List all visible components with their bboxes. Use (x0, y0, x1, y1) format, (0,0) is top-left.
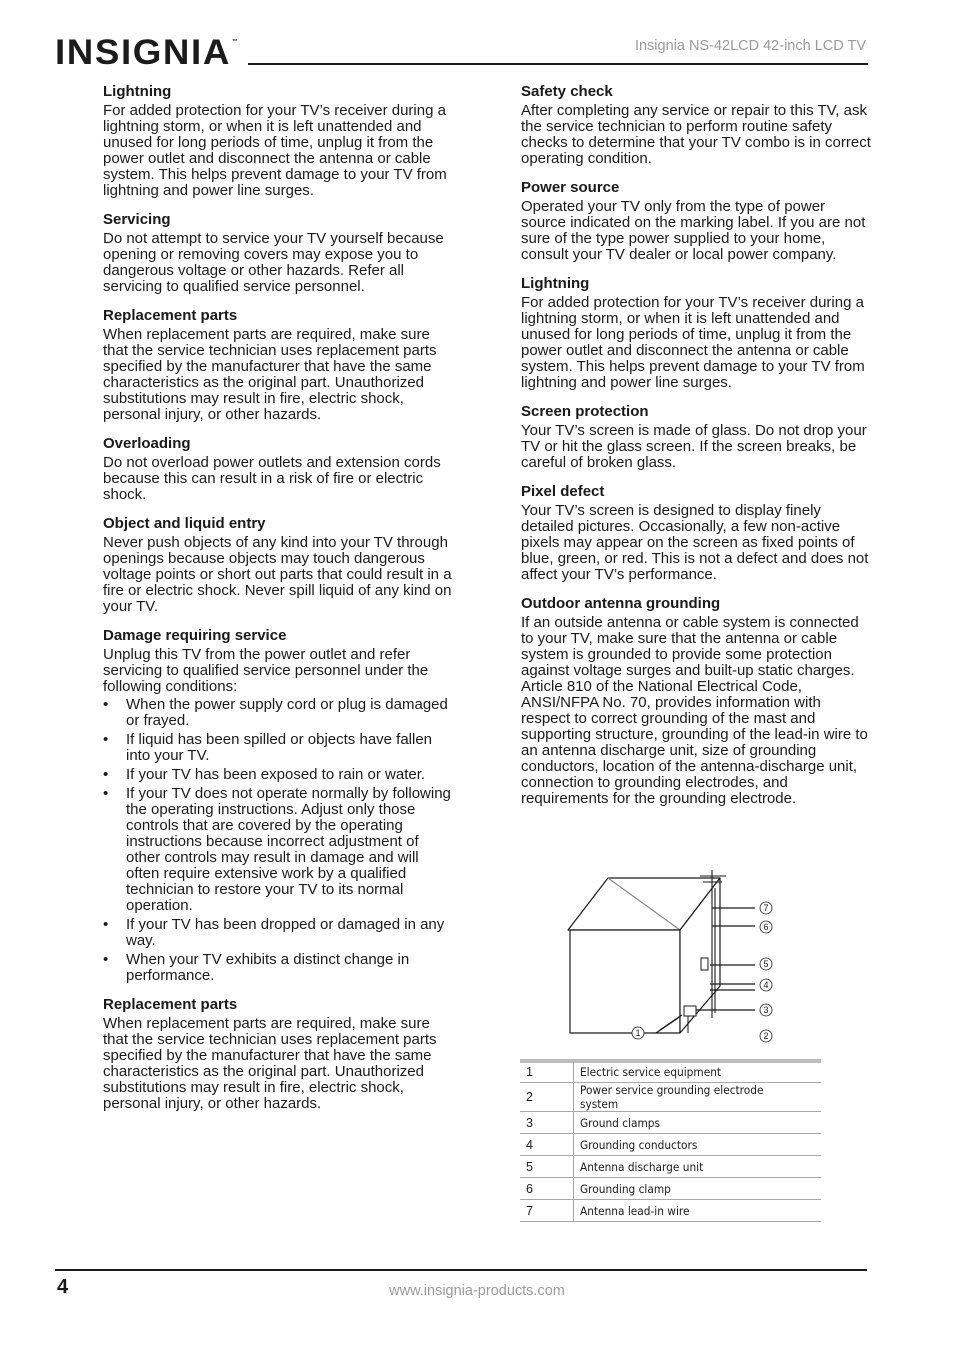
legend-number: 7 (520, 1200, 574, 1222)
legend-label: Antenna lead-in wire (574, 1200, 802, 1222)
section-power-source (521, 179, 871, 263)
section-pixel-defect (521, 483, 871, 583)
section-title: Servicing (103, 211, 171, 228)
table-row (520, 1083, 821, 1112)
callout-7-label: 7 (763, 903, 769, 913)
section-title: Damage requiring service (103, 627, 287, 644)
section-body: If an outside antenna or cable system is connected to your TV, make sure that the antenna or cable system is grounded to provide some protection against voltage surges and built-up static charges. Article 810 of the National Electrical Code, ANSI/NFPA No. 70, provides information with respect to correct grounding of the mast and supporting structure, grounding of the lead-in wire to an antenna discharge unit, size of grounding conductors, location of the antenna-discharge unit, connection to grounding electrodes, and requirements for the grounding electrode. (521, 614, 868, 807)
section-object-liquid-entry (103, 515, 453, 615)
section-title: Outdoor antenna grounding (521, 595, 721, 612)
table-row (520, 1112, 821, 1134)
section-replacement-parts (103, 307, 453, 423)
section-title: Replacement parts (103, 996, 238, 1013)
insignia-logo (55, 28, 238, 78)
left-column (103, 83, 453, 1124)
legend-number: 6 (520, 1178, 574, 1200)
header-title: Insignia NS-42LCD 42-inch LCD TV (634, 38, 866, 54)
list-item: • If your TV has been dropped or damaged in any way. (103, 917, 453, 949)
footer-url: www.insignia-products.com (389, 1283, 565, 1299)
list-item: • If your TV does not operate normally by following the operating instructions. Adjust only those controls that are covered by the operating instructions because incorrect adjustment of other controls may result in damage and will often require extensive work by a qualified technician to restore your TV to its normal operation. (103, 786, 453, 914)
legend-number: 2 (520, 1083, 574, 1112)
section-title: Pixel defect (521, 483, 605, 500)
section-body: When replacement parts are required, make sure that the service technician uses replacement parts specified by the manufacturer that have the same characteristics as the original part. Unauthorized substitutions may result in fire, electric shock, personal injury, or other hazards. (103, 1015, 437, 1112)
header-rule (248, 63, 868, 65)
legend-label: Electric service equipment (574, 1061, 802, 1083)
legend-label: Grounding conductors (574, 1134, 802, 1156)
section-title: Replacement parts (103, 307, 238, 324)
section-title: Screen protection (521, 403, 649, 420)
list-item: • When your TV exhibits a distinct change in performance. (103, 952, 453, 984)
section-body: Do not overload power outlets and extension cords because this can result in a risk of fire or electric shock. (103, 454, 441, 503)
legend-number: 1 (520, 1061, 574, 1083)
footer-rule (55, 1269, 867, 1271)
section-body: Operated your TV only from the type of power source indicated on the marking label. If you are not sure of the type power supplied to your home, consult your TV dealer or local power company. (521, 198, 866, 263)
callout-6-label: 6 (763, 922, 769, 932)
callout-3-label: 3 (763, 1005, 769, 1015)
section-title: Power source (521, 179, 620, 196)
section-replacement-parts-2 (103, 996, 453, 1112)
section-title: Lightning (521, 275, 590, 292)
condition-list (103, 697, 453, 984)
page-number: 4 (57, 1276, 69, 1298)
section-body: Do not attempt to service your TV yourself because opening or removing covers may expose you to dangerous voltage or other hazards. Refer all servicing to qualified service personnel. (103, 230, 444, 295)
section-lightning (103, 83, 453, 199)
logo-wordmark: INSIGNIA (55, 33, 231, 72)
list-item: • When the power supply cord or plug is damaged or frayed. (103, 697, 453, 729)
diagram-legend-table (520, 1061, 821, 1222)
section-body: When replacement parts are required, make sure that the service technician uses replacement parts specified by the manufacturer that have the same characteristics as the original part. Unauthorized substitutions may result in fire, electric shock, personal injury, or other hazards. (103, 326, 437, 423)
callout-4-label: 4 (763, 980, 769, 990)
callout-1-label: 1 (635, 1028, 641, 1038)
section-title: Overloading (103, 435, 191, 452)
right-column (521, 83, 871, 819)
section-body: Unplug this TV from the power outlet and refer servicing to qualified service personnel under the following conditions: (103, 646, 429, 695)
section-lightning (521, 275, 871, 391)
section-title: Lightning (103, 83, 172, 100)
section-title: Safety check (521, 83, 613, 100)
service-equipment-box (684, 1006, 696, 1016)
section-screen-protection (521, 403, 871, 471)
legend-label: Ground clamps (574, 1112, 802, 1134)
section-body: Your TV’s screen is designed to display finely detailed pictures. Occasionally, a few non-active pixels may appear on the screen as fixed points of blue, green, or red. This is not a defect and does not affect your TV’s performance. (521, 502, 869, 583)
section-body: Never push objects of any kind into your TV through openings because objects may touch dangerous voltage points or short out parts that could result in a fire or electric shock. Never spill liquid of any kind on your TV. (103, 534, 452, 615)
table-row (520, 1061, 821, 1083)
section-servicing (103, 211, 453, 295)
table-row (520, 1156, 821, 1178)
callout-5-label: 5 (763, 959, 769, 969)
legend-number: 5 (520, 1156, 574, 1178)
section-overloading (103, 435, 453, 503)
legend-label: Grounding clamp (574, 1178, 802, 1200)
section-title: Object and liquid entry (103, 515, 266, 532)
legend-label: Antenna discharge unit (574, 1156, 802, 1178)
antenna-grounding-diagram (560, 868, 780, 1048)
section-body: For added protection for your TV’s receiver during a lightning storm, or when it is left unattended and unused for long periods of time, unplug it from the power outlet and disconnect the antenna or cable system. This helps prevent damage to your TV from lightning and power line surges. (103, 102, 447, 199)
callout-2-label: 2 (763, 1031, 769, 1041)
section-body: Your TV’s screen is made of glass. Do not drop your TV or hit the glass screen. If the screen breaks, be careful of broken glass. (521, 422, 867, 471)
section-body: For added protection for your TV’s receiver during a lightning storm, or when it is left unattended and unused for long periods of time, unplug it from the power outlet and disconnect the antenna or cable system. This helps prevent damage to your TV from lightning and power line surges. (521, 294, 865, 391)
section-safety-check (521, 83, 871, 167)
section-damage-requiring-service (103, 627, 453, 984)
legend-number: 4 (520, 1134, 574, 1156)
table-row (520, 1178, 821, 1200)
logo-trademark: ™ (232, 39, 238, 45)
list-item: • If your TV has been exposed to rain or water. (103, 767, 453, 783)
legend-label: Power service grounding electrode system (574, 1083, 802, 1112)
section-body: After completing any service or repair to this TV, ask the service technician to perform routine safety checks to determine that your TV combo is in correct operating condition. (521, 102, 871, 167)
legend-number: 3 (520, 1112, 574, 1134)
list-item: • If liquid has been spilled or objects have fallen into your TV. (103, 732, 453, 764)
table-row (520, 1134, 821, 1156)
discharge-unit (701, 958, 708, 970)
table-row (520, 1200, 821, 1222)
section-outdoor-antenna-grounding (521, 595, 871, 807)
